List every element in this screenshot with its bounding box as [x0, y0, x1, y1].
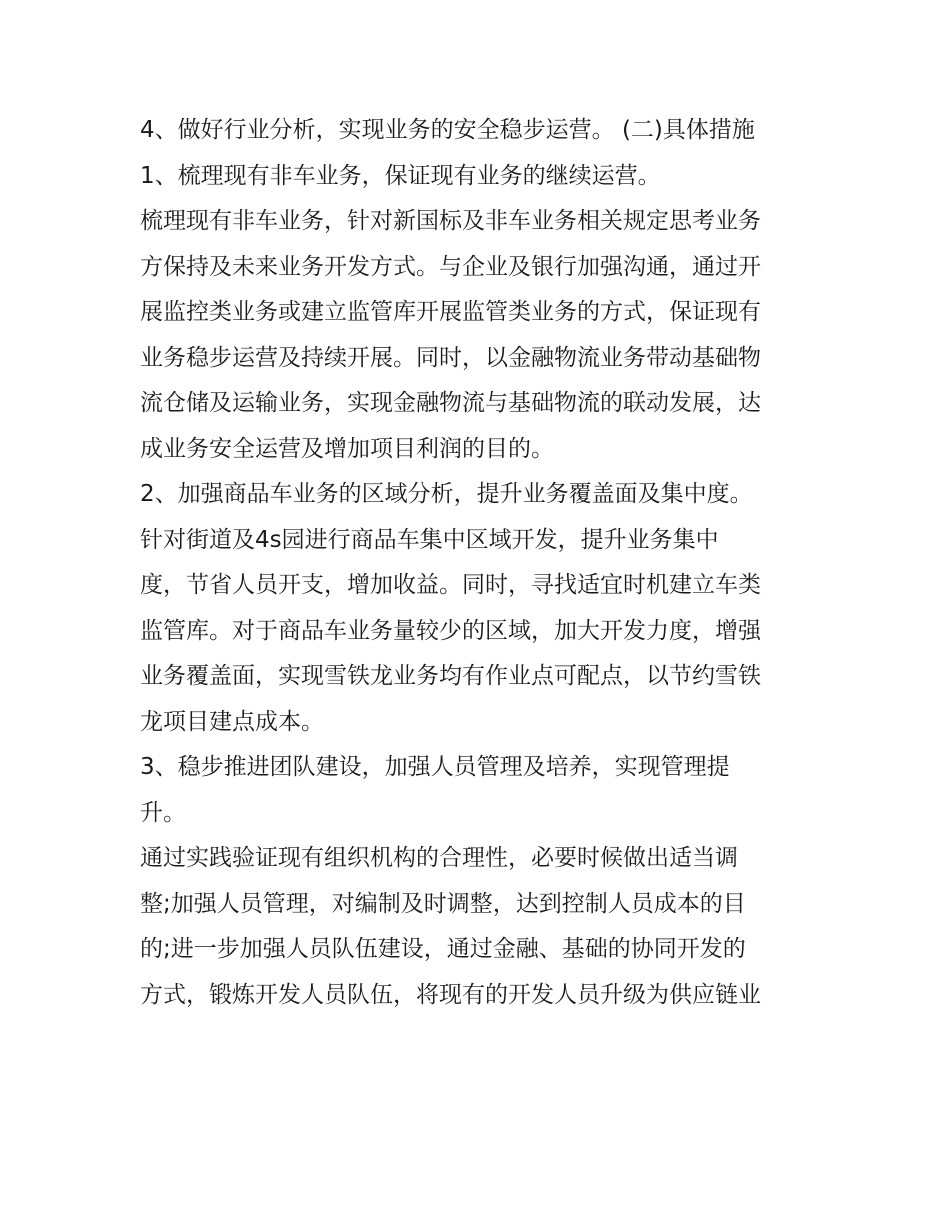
text-line: 梳理现有非车业务，针对新国标及非车业务相关规定思考业务	[140, 208, 761, 234]
text-line: 龙项目建点成本。	[140, 708, 324, 735]
text-line: 通过实践验证现有组织机构的合理性，必要时候做出适当调	[140, 845, 738, 871]
text-line: 方式，锻炼开发人员队伍，将现有的开发人员升级为供应链业	[140, 981, 761, 1008]
text-line: 方保持及未来业务开发方式。与企业及银行加强沟通，通过开	[140, 253, 761, 280]
text-line: 4、做好行业分析，实现业务的安全稳步运营。 (二)具体措施	[140, 117, 755, 143]
text-line: 度，节省人员开支，增加收益。同时，寻找适宜时机建立车类	[140, 572, 761, 598]
document-body	[140, 108, 820, 1018]
text-line: 流仓储及运输业务，实现金融物流与基础物流的联动发展，达	[140, 390, 761, 416]
text-line: 针对街道及4s园进行商品车集中区域开发，提升业务集中	[140, 526, 719, 553]
text-line: 业务覆盖面，实现雪铁龙业务均有作业点可配点，以节约雪铁	[140, 663, 761, 689]
text-line: 1、梳理现有非车业务，保证现有业务的继续运营。	[140, 162, 661, 189]
text-line: 升。	[140, 799, 186, 826]
text-line: 业务稳步运营及持续开展。同时，以金融物流业务带动基础物	[140, 344, 761, 371]
text-line: 2、加强商品车业务的区域分析，提升业务覆盖面及集中度。	[140, 481, 753, 507]
text-line: 展监控类业务或建立监管库开展监管类业务的方式，保证现有	[140, 299, 761, 325]
text-line: 成业务安全运营及增加项目利润的目的。	[140, 435, 554, 462]
text-line: 3、稳步推进团队建设，加强人员管理及培养，实现管理提	[140, 754, 730, 780]
text-line: 监管库。对于商品车业务量较少的区域，加大开发力度，增强	[140, 617, 761, 644]
text-line: 整;加强人员管理，对编制及时调整，达到控制人员成本的目	[140, 890, 746, 917]
text-line: 的;进一步加强人员队伍建设，通过金融、基础的协同开发的	[140, 936, 746, 962]
